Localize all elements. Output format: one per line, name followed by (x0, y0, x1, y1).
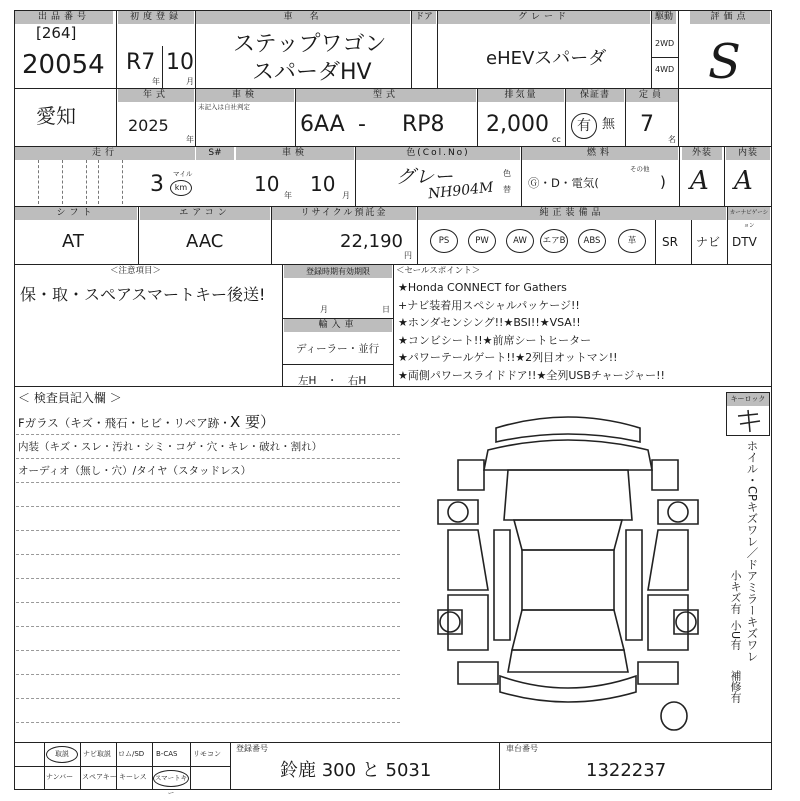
displacement-value: 2,000 (486, 112, 549, 137)
warranty-yes-circled: 有 (571, 113, 597, 139)
header-color: 色(Col.No) (356, 147, 520, 160)
footer-spare-key: スペアキー (82, 773, 117, 781)
header-car-name: 車 名 (196, 11, 410, 24)
score-value: S (708, 34, 741, 90)
import-steering: 左H ・ 右H (298, 375, 367, 387)
sales-point-line: ★パワーテールゲート!!★2列目オットマン!! (398, 351, 618, 364)
model-prefix: 6AA (300, 112, 345, 137)
legend-col4: 補修有 (729, 670, 742, 703)
location: 愛知 (36, 104, 76, 128)
interior-grade: A (734, 166, 753, 196)
equipment-circled-item: エアB (540, 229, 568, 253)
header-interior: 内装 (726, 147, 770, 160)
header-capacity: 定員 (626, 89, 678, 102)
inspector-line3: オーディオ（無し・穴）/タイヤ（スタッドレス） (18, 465, 252, 477)
capacity-value: 7 (640, 112, 654, 137)
registration-number: 鈴鹿 300 と 5031 (280, 760, 432, 781)
registration-day-unit: 日 (382, 305, 390, 314)
footer-rom-sd: ロム/SD (118, 750, 145, 758)
mileage-unit-miles: マイル (173, 170, 193, 178)
caution-text: 保・取・スペアスマートキー後送! (20, 285, 266, 304)
first-reg-month-unit: 月 (186, 77, 194, 86)
equipment-circled-item: PW (468, 229, 496, 253)
header-aircon: エアコン (140, 207, 270, 220)
inspector-header: ＜ 検査員記入欄 ＞ (18, 391, 122, 405)
header-import: 輸入車 (284, 319, 392, 332)
equipment-circled-item: ABS (578, 229, 606, 253)
footer-reg-header: 登録番号 (236, 744, 268, 753)
header-model: 型式 (296, 89, 476, 102)
footer-remote: リモコン (193, 750, 221, 758)
header-inspection: 車検 (196, 89, 294, 102)
model-year-unit: 年 (186, 135, 194, 144)
header-navi-gen: カーナビゲーション (728, 207, 770, 220)
sales-point-line: +ナビ装着用スペシャルパッケージ!! (398, 298, 580, 312)
import-dealer: ディーラー・並行 (296, 343, 380, 355)
fuel-close: ) (660, 173, 666, 191)
footer-plate: ナンバー (46, 773, 74, 781)
fuel-other: その他 (630, 165, 650, 173)
shift-value: AT (62, 231, 84, 252)
header-mileage: 走行 (15, 147, 195, 160)
first-reg-era: R7 (126, 50, 156, 75)
inspector-line2: 内装（キズ・スレ・汚れ・シミ・コゲ・穴・キレ・破れ・割れ） (18, 441, 323, 453)
key-lock-mark (734, 408, 764, 434)
sales-point-line: ★コンビシート!!★前席シートヒーター (398, 333, 592, 347)
header-exterior: 外装 (682, 147, 722, 160)
legend-col2: 小キズ有 (729, 570, 742, 614)
header-grade: グレード (438, 11, 650, 24)
equipment-circled-item: AW (506, 229, 534, 253)
header-fuel: 燃料 (522, 147, 678, 160)
header-key-lock: キーロック (727, 393, 769, 406)
header-displacement: 排気量 (478, 89, 564, 102)
header-first-registration: 初度登録 (118, 11, 194, 24)
footer-bcas: B-CAS (156, 750, 178, 758)
header-recycle: リサイクル預託金 (272, 207, 416, 220)
vehicle-inspection-month-unit: 月 (342, 191, 350, 200)
header-stars: S# (196, 147, 234, 160)
recycle-value: 22,190 (340, 231, 403, 252)
displacement-unit: cc (552, 135, 561, 144)
aircon-value: AAC (186, 231, 224, 252)
equipment-sr: SR (662, 235, 678, 249)
inspection-note: 未記入は自社判定 (198, 103, 250, 111)
equipment-dtv: DTV (732, 235, 757, 249)
inspector-line1: Fガラス（キズ・飛石・ヒビ・リペア跡・ (18, 416, 231, 430)
legend-col3: 小U有 (729, 620, 742, 651)
car-name-line1: ステップワゴン (233, 32, 387, 57)
vehicle-inspection-year-unit: 年 (284, 191, 292, 200)
legend-col1: ホイル・CPキズワレ／ドアミラーキズワレ (745, 440, 760, 662)
header-lot-number: 出品番号 (15, 11, 113, 24)
car-name-line2: スパーダHV (252, 60, 372, 85)
first-reg-year-unit: 年 (152, 77, 160, 86)
header-equipment: 純正装備品 (418, 207, 726, 220)
color-code: NH904M (427, 179, 495, 203)
color-name: グレー (396, 166, 454, 188)
equipment-circled-item: PS (430, 229, 458, 253)
footer-smart-key-circled: スマートキー (153, 770, 189, 787)
footer-manual-circled: 取説 (46, 746, 78, 763)
header-warranty: 保証書 (566, 89, 624, 102)
model-dash: - (358, 112, 366, 137)
header-score: 評価点 (690, 11, 770, 24)
sales-point-line: ★ホンダセンシング!!★BSI!!★VSA!! (398, 316, 581, 329)
header-registration-date: 登録時期有効期限 (284, 265, 392, 278)
sales-point-line: ★両側パワースライドドア!!★全列USBチャージャー!! (398, 368, 665, 382)
drive-2wd: 2WD (655, 39, 675, 48)
color-change-label2: 替 (503, 185, 511, 194)
header-model-year: 年式 (118, 89, 194, 102)
equipment-circled-item: 革 (618, 229, 646, 253)
warranty-no: 無 (602, 117, 616, 132)
lot-code: [264] (36, 24, 77, 42)
sales-point-line: ★Honda CONNECT for Gathers (398, 281, 567, 294)
footer-navi-manual: ナビ取説 (83, 750, 111, 758)
car-damage-diagram (418, 400, 718, 740)
model-code: RP8 (402, 112, 445, 137)
lot-number: 20054 (22, 50, 105, 80)
color-change-label1: 色 (503, 169, 511, 178)
header-drive: 駆動 (652, 11, 676, 24)
recycle-unit: 円 (404, 251, 412, 260)
exterior-grade: A (690, 166, 709, 196)
mileage-value: 3 (150, 172, 164, 197)
inspector-line1-mark: X 要） (230, 413, 276, 431)
caution-header: ＜注意項目＞ (110, 266, 162, 276)
header-shift: シフト (15, 207, 137, 220)
footer-frame-header: 車台番号 (506, 744, 538, 753)
mileage-unit-km-circled: km (170, 180, 192, 196)
fuel-options: Ⓖ・D・電気( (528, 176, 599, 190)
vehicle-inspection-month: 10 (310, 172, 336, 196)
header-vehicle-inspection: 車検 (236, 147, 354, 160)
registration-month-unit: 月 (320, 305, 328, 314)
header-doors: ドア (412, 11, 436, 24)
sales-points-header: ＜セールスポイント＞ (396, 266, 481, 276)
equipment-navi: ナビ (696, 235, 721, 249)
model-year: 2025 (128, 116, 169, 135)
drive-4wd: 4WD (655, 65, 675, 74)
vehicle-inspection-year: 10 (254, 172, 280, 196)
capacity-unit: 名 (668, 135, 676, 144)
footer-keyless: キーレス (119, 773, 147, 781)
grade-value: eHEVスパーダ (486, 48, 607, 69)
first-reg-month: 10 (166, 50, 194, 75)
frame-number: 1322237 (586, 760, 667, 781)
